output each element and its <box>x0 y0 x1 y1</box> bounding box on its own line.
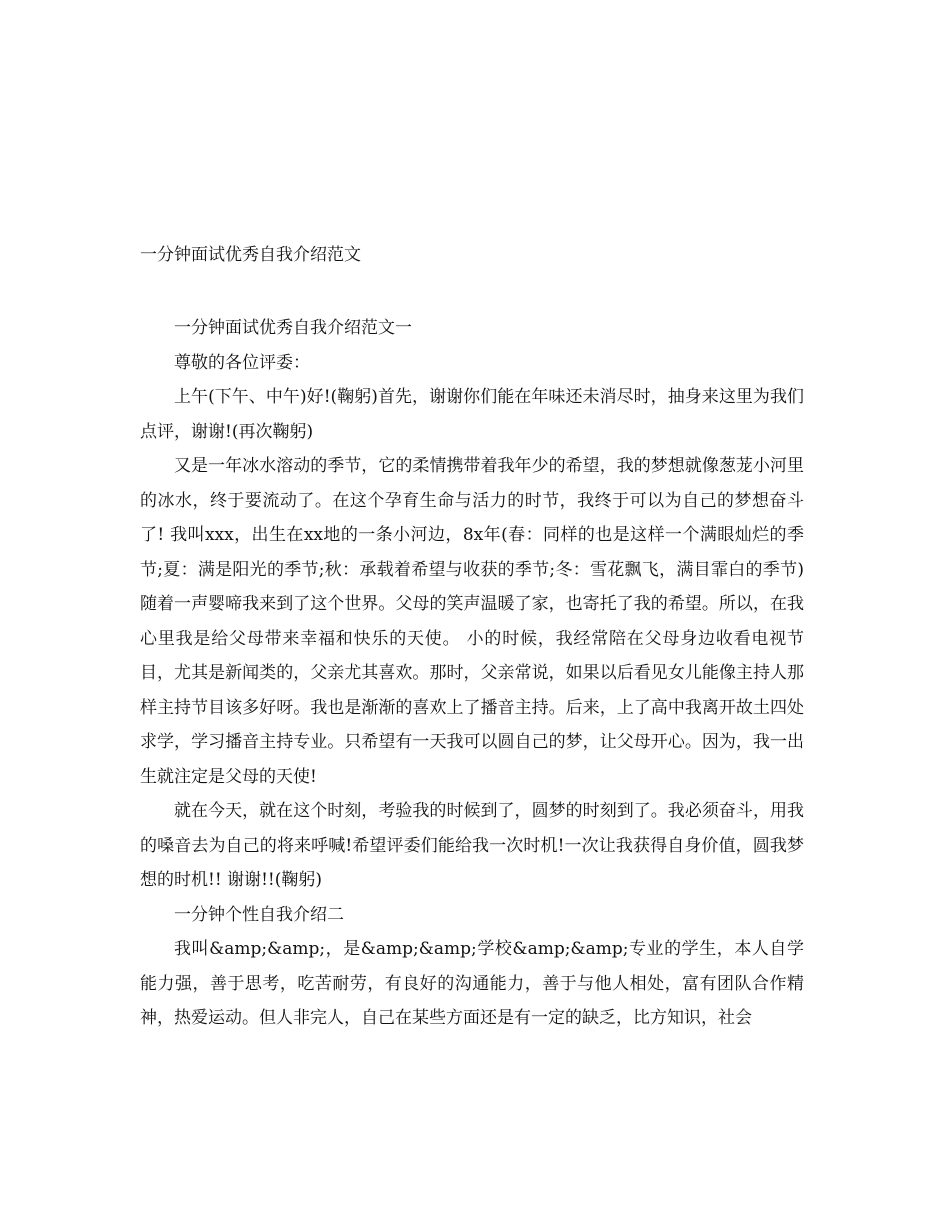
paragraph-closing: 就在今天，就在这个时刻，考验我的时候到了，圆梦的时刻到了。我必须奋斗，用我的嗓音去为自己的将来呼喊!希望评委们能给我一次时机!一次让我获得自身价值，圆我梦想的时机!! 谢谢!!(鞠躬) <box>140 801 804 890</box>
document-body <box>140 311 804 1036</box>
section-heading-2: 一分钟个性自我介绍二 <box>174 904 344 925</box>
paragraph-intro-2: 我叫&amp;&amp;，是&amp;&amp;学校&amp;&amp;专业的学生，本人自学能力强，善于思考，吃苦耐劳，有良好的沟通能力，善于与他人相处，富有团队合作精神，热爱运动。但人非完人，自己在某些方面还是有一定的缺乏，比方知识，社会 <box>140 939 804 1028</box>
paragraph-story: 又是一年冰水溶动的季节，它的柔情携带着我年少的希望，我的梦想就像葱茏小河里的冰水，终于要流动了。在这个孕育生命与活力的时节，我终于可以为自己的梦想奋斗了! 我叫xxx，出生在xx地的一条小河边，8x年(春：同样的也是这样一个满眼灿烂的季节;夏：满是阳光的季节;秋：承载着希望与收获的季节;冬：雪花飘飞，满目霏白的季节)随着一声婴啼我来到了这个世界。父母的笑声温暖了家，也寄托了我的希望。所以，在我心里我是给父母带来幸福和快乐的天使。 小的时候，我经常陪在父母身边收看电视节目，尤其是新闻类的，父亲尤其喜欢。那时，父亲常说，如果以后看见女儿能像主持人那样主持节目该多好呀。我也是渐渐的喜欢上了播音主持。后来，上了高中我离开故土四处求学，学习播音主持专业。只希望有一天我可以圆自己的梦，让父母开心。因为，我一出生就注定是父母的天使! <box>140 456 804 787</box>
salutation: 尊敬的各位评委： <box>174 352 310 373</box>
document-title: 一分钟面试优秀自我介绍范文 <box>140 245 361 265</box>
section-heading-1: 一分钟面试优秀自我介绍范文一 <box>174 318 412 338</box>
paragraph-greeting: 上午(下午、中午)好!(鞠躬)首先，谢谢你们能在年味还未消尽时，抽身来这里为我们点评，谢谢!(再次鞠躬) <box>140 387 804 442</box>
